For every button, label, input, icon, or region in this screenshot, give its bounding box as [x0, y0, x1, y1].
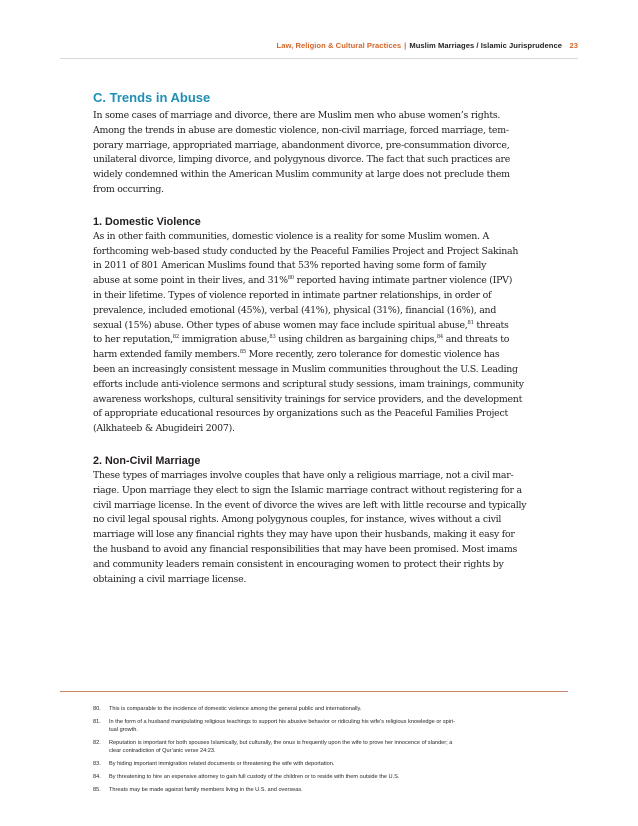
text-line: and community leaders remain consistent in encouraging women to protect their rights by: [93, 558, 504, 570]
text-run: to her reputation,: [93, 334, 173, 346]
text-line: [93, 378, 553, 393]
footnote-ref[interactable]: 81: [467, 319, 474, 326]
text-run: using children as bargaining chips,: [275, 334, 437, 346]
footnote-number: 81.: [93, 719, 101, 725]
text-run: As in other faith communities, domestic violence is a reality for some Muslim women. A: [93, 230, 490, 242]
section-title: C. Trends in Abuse: [93, 90, 211, 105]
text-line: riage. Upon marriage they elect to sign the Islamic marriage contract without registering for a: [93, 484, 522, 496]
text-line: [93, 259, 553, 274]
spacer: [93, 198, 553, 216]
text-run: reported having intimate partner violence (IPV): [293, 275, 513, 287]
non-civil-marriage-paragraph: [93, 469, 553, 587]
footnote-text: [109, 773, 553, 781]
text-run: in 2011 of 801 American Muslims found that 53% reported having some form of family: [93, 260, 487, 272]
text-line: [93, 422, 553, 437]
text-line: [93, 319, 553, 334]
intro-paragraph: [93, 109, 553, 198]
footnote-line: By threatening to hire an expensive attorney to gain full custody of the children or to reside with them outside the U.S.: [109, 774, 400, 780]
text-run: threats: [473, 319, 509, 331]
footnote-text: [109, 739, 553, 755]
domestic-violence-paragraph: [93, 230, 553, 437]
text-run: efforts include anti-violence sermons and scriptural study sessions, imam trainings, community: [93, 378, 524, 390]
footnote-number: 80.: [93, 706, 101, 712]
text-line: [93, 407, 553, 422]
text-run: harm extended family members.: [93, 349, 240, 361]
text-line: These types of marriages involve couples that have only a religious marriage, not a civil mar-: [93, 469, 514, 481]
text-line: [93, 230, 553, 245]
text-line: Among the trends in abuse are domestic violence, non-civil marriage, forced marriage, tem-: [93, 124, 509, 136]
footnote-text: [109, 718, 553, 734]
footnote-ref[interactable]: 84: [436, 334, 443, 341]
text-line: marriage will lose any financial rights they may have upon their husbands, making it easy for: [93, 529, 515, 541]
footnote-line: tual growth.: [109, 727, 138, 733]
footnote-line: Threats may be made against family members living in the U.S. and overseas.: [109, 787, 303, 793]
main-content: [93, 90, 553, 587]
footnote-line: In the form of a husband manipulating religious teachings to support his abusive behavior or ridiculing his wife’s religious knowledge or spiri-: [109, 719, 455, 725]
subsection-title-domestic-violence: 1. Domestic Violence: [93, 215, 201, 228]
text-line: In some cases of marriage and divorce, there are Muslim men who abuse women’s rights.: [93, 110, 501, 121]
footnote-ref[interactable]: 83: [269, 334, 276, 341]
subsection-title-non-civil-marriage: 2. Non-Civil Marriage: [93, 454, 201, 467]
text-line: [93, 245, 553, 260]
footnote-number: 83.: [93, 761, 101, 767]
text-line: widely condemned within the American Muslim community at large does not preclude them: [93, 169, 510, 181]
footnote-number: 82.: [93, 740, 101, 746]
text-run: been an increasingly consistent message in Muslim communities throughout the U.S. Leading: [93, 363, 518, 375]
text-line: [93, 304, 553, 319]
text-line: no civil legal spousal rights. Among polygynous couples, for instance, wives without a civil: [93, 514, 502, 526]
text-run: in their lifetime. Types of violence reported in intimate partner relationships, in order of: [93, 289, 492, 301]
text-run: abuse at some point in their lives, and 31%: [93, 275, 288, 287]
footnote: [93, 718, 553, 734]
footnote: [93, 773, 553, 781]
header-section: Law, Religion & Cultural Practices: [276, 41, 402, 50]
text-run: immigration abuse,: [178, 334, 270, 346]
text-line: [93, 289, 553, 304]
footnotes: [93, 705, 553, 799]
spacer: [93, 437, 553, 455]
footnote-ref[interactable]: 80: [287, 275, 294, 282]
page-number: 23: [569, 41, 578, 50]
text-run: and threats to: [442, 334, 510, 346]
text-line: unilateral divorce, limping divorce, and polygynous divorce. The fact that such practices are: [93, 154, 511, 166]
text-line: [93, 348, 553, 363]
footnote: [93, 760, 553, 768]
text-run: sexual (15%) abuse. Other types of abuse women may face include spiritual abuse,: [93, 319, 468, 331]
text-line: [93, 274, 553, 289]
text-line: [93, 363, 553, 378]
running-header: [277, 41, 563, 50]
footnote-ref[interactable]: 82: [172, 334, 179, 341]
text-line: obtaining a civil marriage license.: [93, 573, 247, 585]
text-line: [93, 333, 553, 348]
footnote: [93, 705, 553, 713]
footnote-number: 84.: [93, 774, 101, 780]
footnote-text: [109, 786, 553, 794]
footnote-line: Reputation is important for both spouses Islamically, but culturally, the onus is frequently upon the wife to prove her innocence of slander; a: [109, 740, 453, 746]
header-rule: [60, 58, 578, 59]
text-line: [93, 393, 553, 408]
header-separator: |: [404, 41, 407, 50]
footnote-line: By hiding important immigration related documents or threatening the wife with deportation.: [109, 761, 335, 767]
text-run: prevalence, included emotional (45%), verbal (41%), physical (31%), financial (16%), and: [93, 304, 497, 316]
text-run: More recently, zero tolerance for domestic violence has: [245, 349, 500, 361]
text-line: from occurring.: [93, 183, 164, 195]
footnote-number: 85.: [93, 787, 101, 793]
text-line: civil marriage license. In the event of divorce the wives are left with little recourse and typically: [93, 499, 527, 511]
header-subsection: Muslim Marriages / Islamic Jurisprudence: [409, 41, 562, 50]
footnote-text: [109, 760, 553, 768]
text-run: awareness workshops, cultural sensitivity trainings for service providers, and the development: [93, 393, 523, 405]
text-line: the husband to avoid any financial responsibilities that may have been promised. Most imams: [93, 543, 518, 555]
footnote-line: clear contradiction of Qur’anic verse 24:23.: [109, 748, 216, 754]
footnote-line: This is comparable to the incidence of domestic violence among the general public and internationally.: [109, 706, 362, 712]
text-run: of appropriate educational resources by organizations such as the Peaceful Families Project: [93, 408, 508, 420]
text-line: porary marriage, appropriated marriage, abandonment divorce, pre-consummation divorce,: [93, 139, 510, 151]
text-run: (Alkhateeb & Abugideiri 2007).: [93, 423, 235, 435]
footnote-text: [109, 705, 553, 713]
footnote: [93, 739, 553, 755]
text-run: forthcoming web-based study conducted by the Peaceful Families Project and Project Sakinah: [93, 245, 519, 257]
footnote-ref[interactable]: 85: [239, 349, 246, 356]
footnote-rule: [60, 691, 568, 692]
footnote: [93, 786, 553, 794]
